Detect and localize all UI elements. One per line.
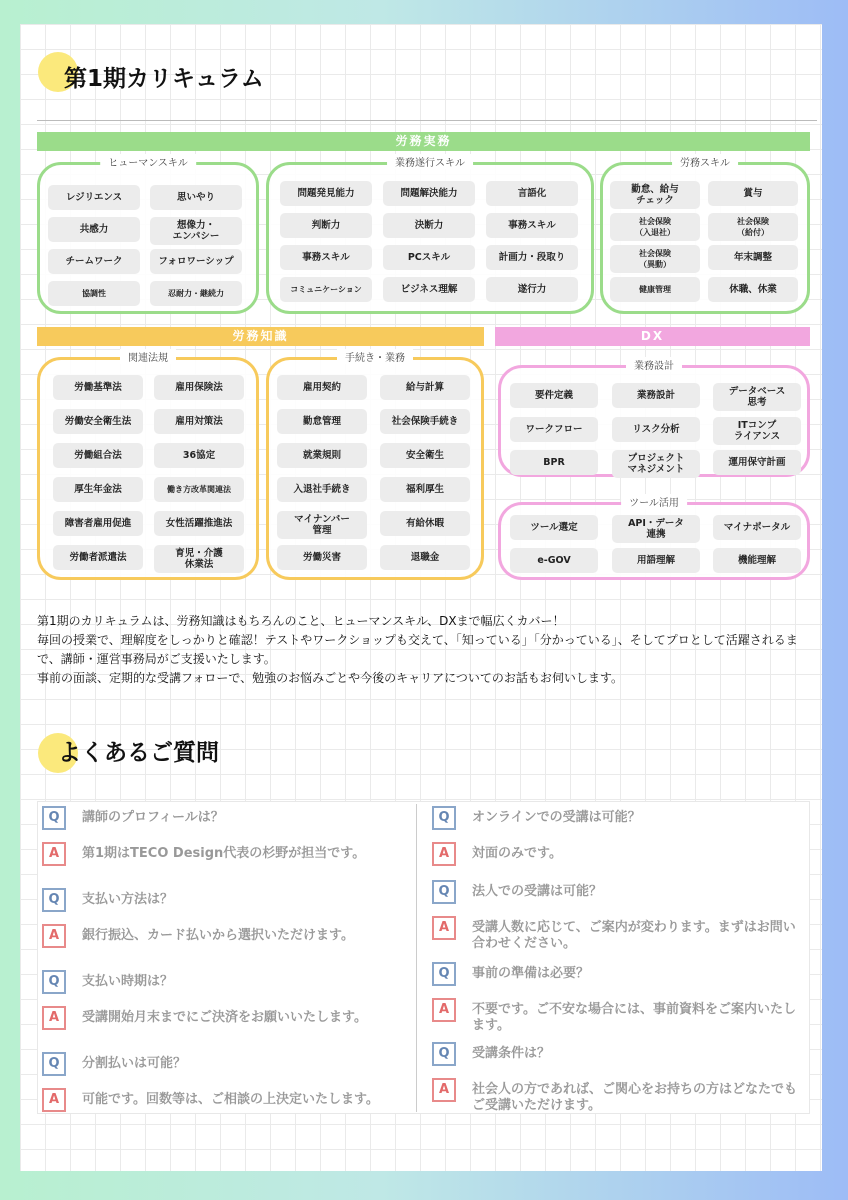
answer-text: 第1期はTECO Design代表の杉野が担当です。	[82, 846, 366, 861]
curriculum-item: 有給休暇	[380, 511, 470, 536]
question-badge: Q	[42, 970, 66, 994]
curriculum-item: ビジネス理解	[383, 277, 475, 302]
question-text: 法人での受講は可能？	[472, 884, 603, 899]
question-text: 受講条件は？	[472, 1046, 551, 1061]
curriculum-item: 労働組合法	[53, 443, 143, 468]
question-badge: Q	[42, 1052, 66, 1076]
curriculum-item: 事務スキル	[280, 245, 372, 270]
curriculum-item: フォロワーシップ	[150, 249, 242, 274]
band-romu-chishiki: 労務知識	[37, 327, 484, 346]
curriculum-item: 機能理解	[713, 548, 801, 573]
curriculum-item: 共感力	[48, 217, 140, 242]
answer-text: 受講開始月末までにご決済をお願いいたします。	[82, 1010, 367, 1025]
curriculum-item: e-GOV	[510, 548, 598, 573]
curriculum-item: 労働基準法	[53, 375, 143, 400]
question-text: 分割払いは可能？	[82, 1056, 187, 1071]
question-badge: Q	[432, 806, 456, 830]
faq-title: よくあるご質問	[58, 740, 219, 766]
curriculum-item: マイナンバー 管理	[277, 511, 367, 539]
curriculum-item: 判断力	[280, 213, 372, 238]
curriculum-item: チームワーク	[48, 249, 140, 274]
intro-paragraph: 毎回の授業で、理解度をしっかりと確認！テストやワークショップも交えて、「知っている」「分かっている」、そしてプロとして活躍されるまで、講師・運営事務局がご支援いたします。	[37, 633, 798, 666]
curriculum-item: 事務スキル	[486, 213, 578, 238]
answer-text: 受講人数に応じて、ご案内が変わります。まずはお問い合わせください。	[472, 920, 796, 951]
curriculum-item: 問題発見能力	[280, 181, 372, 206]
curriculum-item: 給与計算	[380, 375, 470, 400]
group-label: ヒューマンスキル	[100, 154, 196, 169]
curriculum-item: 業務設計	[612, 383, 700, 408]
curriculum-title: 第1期カリキュラム	[64, 66, 264, 92]
group-label: 関連法規	[120, 349, 176, 364]
question-text: 事前の準備は必要？	[472, 966, 590, 981]
answer-badge: A	[42, 842, 66, 866]
curriculum-item: 要件定義	[510, 383, 598, 408]
band-romu-jitsumu: 労務実務	[37, 132, 810, 151]
question-text: 支払い時期は？	[82, 974, 174, 989]
curriculum-item: 計画力・段取り	[486, 245, 578, 270]
curriculum-item: 社会保険 （給付）	[708, 213, 798, 241]
curriculum-item: 用語理解	[612, 548, 700, 573]
group-label: 業務遂行スキル	[387, 154, 473, 169]
curriculum-item: マイナポータル	[713, 515, 801, 540]
curriculum-item: 思いやり	[150, 185, 242, 210]
curriculum-item: 休職、休業	[708, 277, 798, 302]
question-text: 講師のプロフィールは？	[82, 810, 224, 825]
group-label: 労務スキル	[672, 154, 738, 169]
curriculum-item: 問題解決能力	[383, 181, 475, 206]
answer-badge: A	[432, 998, 456, 1022]
curriculum-item: 入退社手続き	[277, 477, 367, 502]
answer-badge: A	[432, 1078, 456, 1102]
group-label: ツール活用	[621, 494, 687, 509]
curriculum-item: 賞与	[708, 181, 798, 206]
answer-badge: A	[42, 1088, 66, 1112]
curriculum-item: 年末調整	[708, 245, 798, 270]
question-badge: Q	[432, 880, 456, 904]
answer-text: 可能です。回数等は、ご相談の上決定いたします。	[82, 1092, 379, 1107]
question-badge: Q	[42, 806, 66, 830]
intro-paragraph: 第1期のカリキュラムは、労務知識はもちろんのこと、ヒューマンスキル、DXまで幅広くカバー！	[37, 614, 565, 628]
curriculum-item: コミュニケーション	[280, 277, 372, 302]
curriculum-item: 厚生年金法	[53, 477, 143, 502]
question-badge: Q	[432, 1042, 456, 1066]
curriculum-item: 社会保険手続き	[380, 409, 470, 434]
curriculum-item: 雇用契約	[277, 375, 367, 400]
curriculum-item: ITコンプ ライアンス	[713, 417, 801, 445]
curriculum-item: 労働安全衛生法	[53, 409, 143, 434]
curriculum-item: 退職金	[380, 545, 470, 570]
curriculum-item: 障害者雇用促進	[53, 511, 143, 536]
curriculum-item: 雇用対策法	[154, 409, 244, 434]
curriculum-item: 社会保険 （異動）	[610, 245, 700, 273]
curriculum-item: 遂行力	[486, 277, 578, 302]
curriculum-item: 福利厚生	[380, 477, 470, 502]
answer-text: 銀行振込、カード払いから選択いただけます。	[82, 928, 354, 943]
curriculum-item: 想像力・ エンパシー	[150, 217, 242, 245]
faq-panel	[37, 801, 810, 1114]
curriculum-item: 運用保守計画	[713, 450, 801, 475]
question-text: オンラインでの受講は可能？	[472, 810, 641, 825]
curriculum-item: 健康管理	[610, 277, 700, 302]
group-label: 手続き・業務	[337, 349, 413, 364]
curriculum-item: 勤怠、給与 チェック	[610, 181, 700, 209]
curriculum-item: ワークフロー	[510, 417, 598, 442]
curriculum-item: プロジェクト マネジメント	[612, 450, 700, 478]
curriculum-item: 忍耐力・継続力	[150, 281, 242, 306]
curriculum-item: ツール選定	[510, 515, 598, 540]
curriculum-item: PCスキル	[383, 245, 475, 270]
curriculum-item: 36協定	[154, 443, 244, 468]
curriculum-item: 勤怠管理	[277, 409, 367, 434]
curriculum-item: 安全衛生	[380, 443, 470, 468]
curriculum-item: 労働者派遣法	[53, 545, 143, 570]
question-text: 支払い方法は？	[82, 892, 174, 907]
intro-paragraph: 事前の面談、定期的な受講フォローで、勉強のお悩みごとや今後のキャリアについてのお話もお伺いします。	[37, 671, 623, 685]
intro-text	[37, 612, 807, 688]
curriculum-item: 雇用保険法	[154, 375, 244, 400]
curriculum-item: 決断力	[383, 213, 475, 238]
answer-badge: A	[42, 1006, 66, 1030]
answer-text: 対面のみです。	[472, 846, 562, 861]
curriculum-item: 育児・介護 休業法	[154, 545, 244, 573]
answer-badge: A	[42, 924, 66, 948]
curriculum-item: データベース 思考	[713, 383, 801, 411]
band-dx: DX	[495, 327, 810, 346]
curriculum-item: API・データ 連携	[612, 515, 700, 543]
group-label: 業務設計	[626, 357, 682, 372]
title-divider	[37, 120, 817, 121]
curriculum-item: 労働災害	[277, 545, 367, 570]
curriculum-item: 就業規則	[277, 443, 367, 468]
curriculum-item: リスク分析	[612, 417, 700, 442]
curriculum-item: 社会保険 （入退社）	[610, 213, 700, 241]
curriculum-item: レジリエンス	[48, 185, 140, 210]
answer-text: 不要です。ご不安な場合には、事前資料をご案内いたします。	[472, 1002, 796, 1033]
curriculum-item: 協調性	[48, 281, 140, 306]
answer-text: 社会人の方であれば、ご関心をお持ちの方はどなたでもご受講いただけます。	[472, 1082, 798, 1113]
faq-divider	[416, 804, 417, 1112]
question-badge: Q	[432, 962, 456, 986]
answer-badge: A	[432, 842, 456, 866]
curriculum-item: 働き方改革関連法	[154, 477, 244, 502]
question-badge: Q	[42, 888, 66, 912]
curriculum-item: 言語化	[486, 181, 578, 206]
answer-badge: A	[432, 916, 456, 940]
curriculum-item: BPR	[510, 450, 598, 475]
curriculum-item: 女性活躍推進法	[154, 511, 244, 536]
